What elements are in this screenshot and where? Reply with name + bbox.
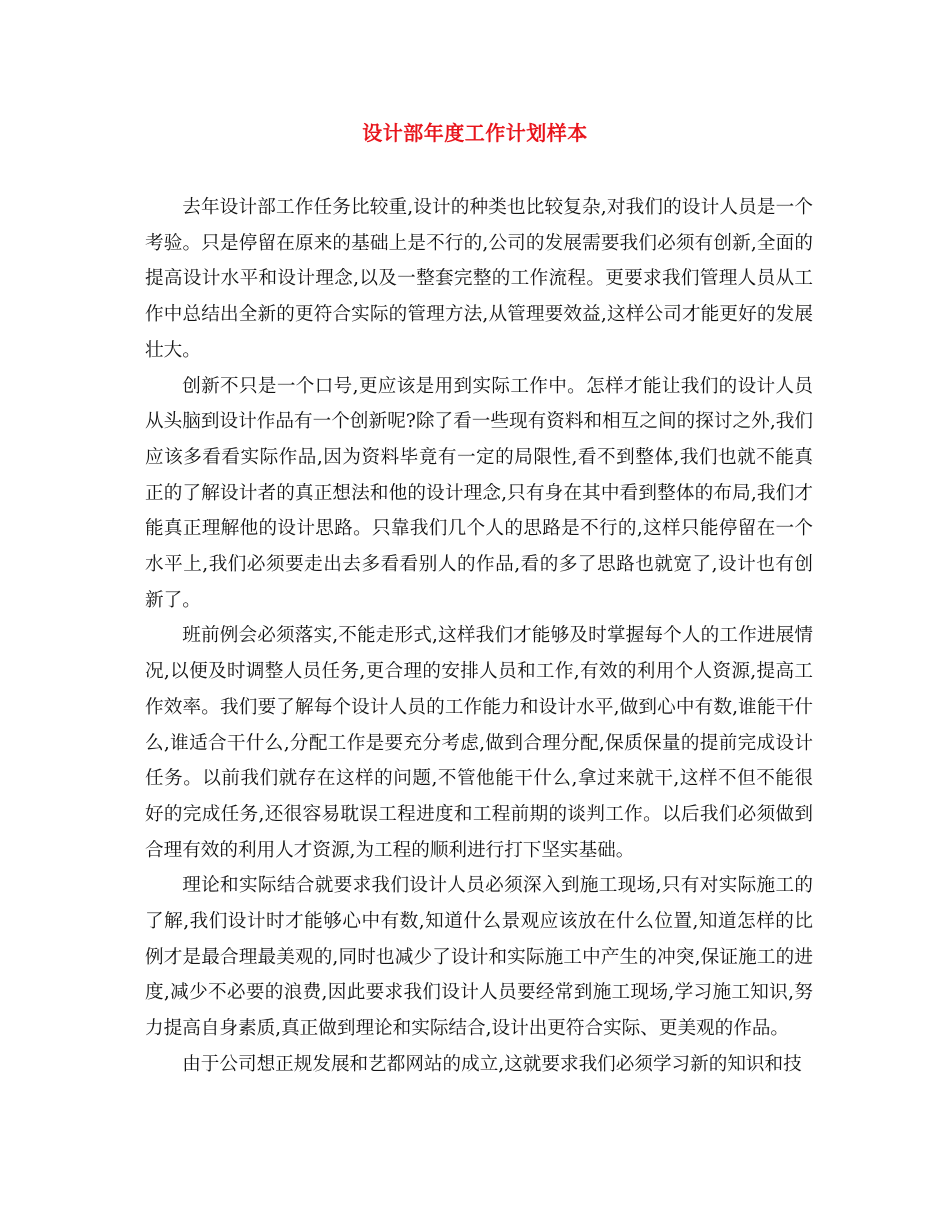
paragraph: 理论和实际结合就要求我们设计人员必须深入到施工现场,只有对实际施工的了解,我们设计时才能够心中有数,知道什么景观应该放在什么位置,知道怎样的比例才是最合理最美观的,同时也减少了设计和实际施工中产生的冲突,保证施工的进度,减少不必要的浪费,因此要求我们设计人员要经常到施工现场,学习施工知识,努力提高自身素质,真正做到理论和实际结合,设计出更符合实际、更美观的作品。 xyxy=(145,875,813,1040)
paragraph: 去年设计部工作任务比较重,设计的种类也比较复杂,对我们的设计人员是一个考验。只是停留在原来的基础上是不行的,公司的发展需要我们必须有创新,全面的提高设计水平和设计理念,以及一整套完整的工作流程。更要求我们管理人员从工作中总结出全新的更符合实际的管理方法,从管理要效益,这样公司才能更好的发展壮大。 xyxy=(145,197,813,361)
paragraph: 创新不只是一个口号,更应该是用到实际工作中。怎样才能让我们的设计人员从头脑到设计作品有一个创新呢?除了看一些现有资料和相互之间的探讨之外,我们应该多看看实际作品,因为资料毕竟有一定的局限性,看不到整体,我们也就不能真正的了解设计者的真正想法和他的设计理念,只有身在其中看到整体的布局,我们才能真正理解他的设计思路。只靠我们几个人的思路是不行的,这样只能停留在一个水平上,我们必须要走出去多看看别人的作品,看的多了思路也就宽了,设计也有创新了。 xyxy=(145,375,813,611)
paragraph: 班前例会必须落实,不能走形式,这样我们才能够及时掌握每个人的工作进展情况,以便及时调整人员任务,更合理的安排人员和工作,有效的利用个人资源,提高工作效率。我们要了解每个设计人员的工作能力和设计水平,做到心中有数,谁能干什么,谁适合干什么,分配工作是要充分考虑,做到合理分配,保质保量的提前完成设计任务。以前我们就存在这样的问题,不管他能干什么,拿过来就干,这样不但不能很好的完成任务,还很容易耽误工程进度和工程前期的谈判工作。以后我们必须做到合理有效的利用人才资源,为工程的顺利进行打下坚实基础。 xyxy=(145,625,813,861)
document-title: 设计部年度工作计划样本 xyxy=(362,121,588,145)
paragraph: 由于公司想正规发展和艺都网站的成立,这就要求我们必须学习新的知识和技 xyxy=(182,1053,802,1075)
document-body xyxy=(145,190,813,1083)
